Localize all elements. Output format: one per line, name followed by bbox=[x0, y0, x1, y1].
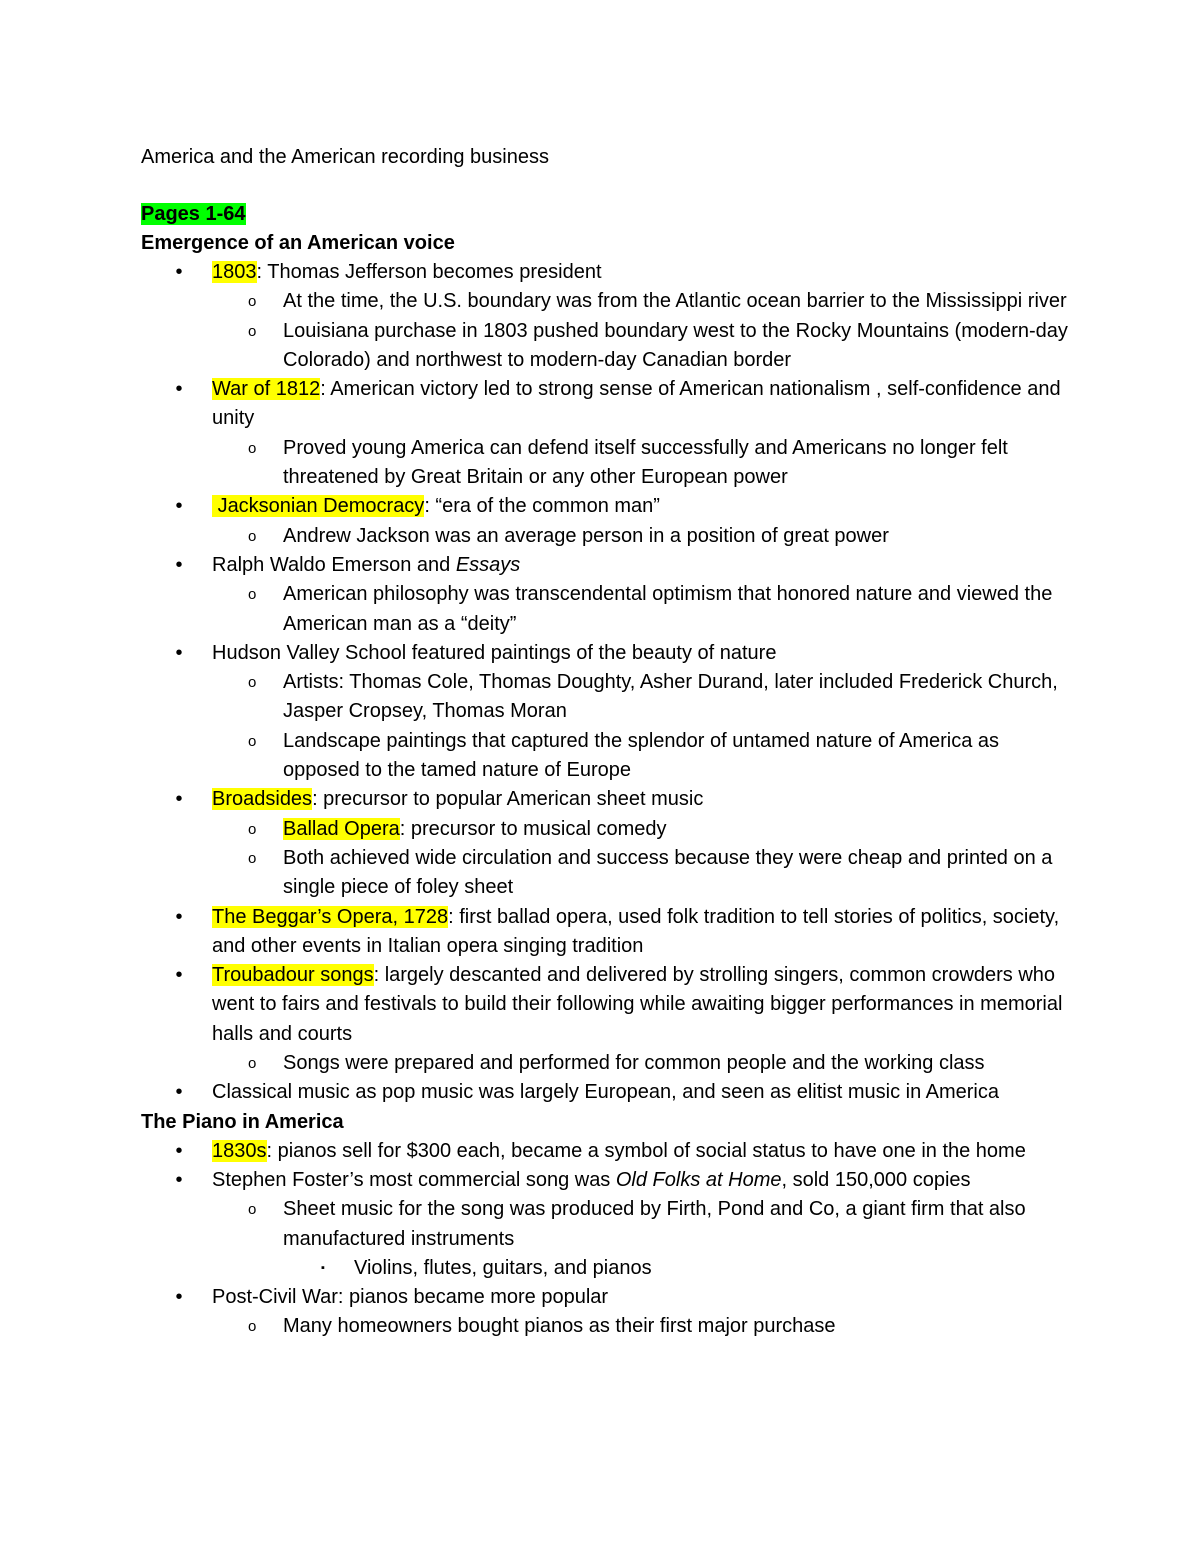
sub-bullet-marker: o bbox=[248, 849, 257, 867]
list-item-beggars-opera bbox=[141, 903, 1071, 962]
item-text: : first ballad opera, used folk tradition to tell stories of politics, society, and other events in Italian opera singing tradition bbox=[212, 905, 1060, 957]
sub-bullet-marker: o bbox=[248, 1055, 257, 1073]
bullet-marker: • bbox=[175, 495, 183, 518]
sub-bullet-marker: o bbox=[248, 1201, 257, 1219]
sub-list bbox=[212, 1049, 1071, 1078]
sub-item-text: At the time, the U.S. boundary was from the Atlantic ocean barrier to the Mississippi river bbox=[283, 290, 1067, 313]
bullet-marker: • bbox=[175, 1081, 183, 1104]
highlight-term: The Beggar’s Opera, 1728 bbox=[212, 905, 449, 928]
sub-item bbox=[212, 580, 1071, 639]
sub-item-text: Louisiana purchase in 1803 pushed boundary west to the Rocky Mountains (modern-day Colorado) and northwest to modern-day Canadian border bbox=[283, 319, 1068, 371]
sub-list bbox=[212, 580, 1071, 639]
sub-list bbox=[212, 522, 1071, 551]
sub-item-text: Artists: Thomas Cole, Thomas Doughty, Asher Durand, later included Frederick Church, Jasper Cropsey, Thomas Moran bbox=[283, 671, 1058, 723]
item-text: Hudson Valley School featured paintings of the beauty of nature bbox=[212, 641, 777, 664]
bullet-marker: • bbox=[175, 553, 183, 576]
list-item-1803 bbox=[141, 258, 1071, 375]
document-body bbox=[141, 200, 1071, 1342]
sub-bullet-marker: o bbox=[248, 732, 257, 750]
item-text: Classical music as pop music was largely European, and seen as elitist music in America bbox=[212, 1081, 1000, 1104]
list-item-jacksonian-democracy bbox=[141, 492, 1071, 551]
sub-item-text: : precursor to musical comedy bbox=[399, 817, 667, 840]
document-title: America and the American recording business bbox=[141, 146, 549, 168]
sub-item-text: Sheet music for the song was produced by Firth, Pond and Co, a giant firm that also manufactured instruments bbox=[283, 1198, 1026, 1250]
sub-item bbox=[212, 287, 1071, 316]
bullet-marker: • bbox=[175, 905, 183, 928]
item-text: : pianos sell for $300 each, became a symbol of social status to have one in the home bbox=[266, 1139, 1026, 1162]
list-item-emerson bbox=[141, 551, 1071, 639]
pages-label-line bbox=[141, 200, 1071, 229]
item-text: Post-Civil War: pianos became more popular bbox=[212, 1286, 609, 1309]
section-heading-american-voice: Emergence of an American voice bbox=[141, 232, 455, 254]
list-item-post-civil-war bbox=[141, 1283, 1071, 1342]
sub-item bbox=[212, 727, 1071, 786]
bullet-marker: • bbox=[175, 378, 183, 401]
sub-bullet-marker: o bbox=[248, 439, 257, 457]
bullet-marker: • bbox=[175, 1168, 183, 1191]
sub-sub-item-text: Violins, flutes, guitars, and pianos bbox=[354, 1256, 652, 1279]
highlight-term: Troubadour songs bbox=[212, 964, 374, 987]
item-text: : American victory led to strong sense of American nationalism , self-confidence and unity bbox=[212, 378, 1061, 430]
bullet-list-american-voice bbox=[141, 258, 1071, 1108]
highlight-term: 1803 bbox=[212, 261, 257, 283]
sub-bullet-marker: o bbox=[248, 674, 257, 692]
bullet-marker: • bbox=[175, 964, 183, 987]
item-text: : precursor to popular American sheet music bbox=[312, 788, 704, 811]
sub-item bbox=[212, 317, 1071, 376]
sub-item bbox=[212, 668, 1071, 727]
item-text: : “era of the common man” bbox=[424, 495, 660, 518]
sub-bullet-marker: o bbox=[248, 820, 257, 838]
sub-item-text: Songs were prepared and performed for common people and the working class bbox=[283, 1052, 985, 1075]
bullet-marker: • bbox=[175, 1139, 183, 1162]
highlight-term: War of 1812 bbox=[212, 378, 321, 401]
italic-title: Essays bbox=[455, 553, 521, 576]
sub-item-text: American philosophy was transcendental optimism that honored nature and viewed the American man as a “deity” bbox=[283, 583, 1053, 635]
list-item-war-of-1812 bbox=[141, 375, 1071, 492]
highlight-term: 1830s bbox=[212, 1139, 267, 1162]
sub-item bbox=[212, 1195, 1071, 1283]
sub-sub-item bbox=[283, 1254, 1071, 1283]
bullet-marker: • bbox=[175, 641, 183, 664]
sub-item bbox=[212, 1312, 1071, 1341]
sub-bullet-marker: o bbox=[248, 322, 257, 340]
list-item-troubadour-songs bbox=[141, 961, 1071, 1078]
item-text: Ralph Waldo Emerson and bbox=[212, 553, 456, 576]
list-item-1830s bbox=[141, 1137, 1071, 1166]
bullet-marker: • bbox=[175, 261, 183, 283]
item-text: Stephen Foster’s most commercial song was bbox=[212, 1168, 616, 1191]
sub-bullet-marker: o bbox=[248, 1318, 257, 1336]
sub-bullet-marker: o bbox=[248, 527, 257, 545]
highlight-term bbox=[212, 495, 424, 517]
sub-bullet-marker: o bbox=[248, 293, 257, 311]
highlight-term: Ballad Opera bbox=[283, 817, 400, 840]
italic-title: Old Folks at Home bbox=[615, 1168, 782, 1191]
sub-list bbox=[212, 1195, 1071, 1283]
square-bullet-marker: ▪ bbox=[321, 1261, 325, 1274]
sub-item bbox=[212, 434, 1071, 493]
item-text: : Thomas Jefferson becomes president bbox=[256, 261, 602, 283]
sub-item-text: Many homeowners bought pianos as their first major purchase bbox=[283, 1315, 836, 1338]
list-item-stephen-foster bbox=[141, 1166, 1071, 1283]
sub-list bbox=[212, 1312, 1071, 1341]
sub-item bbox=[212, 522, 1071, 551]
item-text: : largely descanted and delivered by strolling singers, common crowders who went to fairs and festivals to build their following while awaiting bigger performances in memorial halls and courts bbox=[212, 964, 1063, 1045]
sub-list bbox=[212, 434, 1071, 493]
list-item-classical-music bbox=[141, 1078, 1071, 1107]
sub-item-text: Andrew Jackson was an average person in a position of great power bbox=[283, 524, 889, 547]
sub-bullet-marker: o bbox=[248, 586, 257, 604]
item-text-after: , sold 150,000 copies bbox=[781, 1168, 971, 1191]
sub-list bbox=[212, 287, 1071, 375]
bullet-marker: • bbox=[175, 1286, 183, 1309]
bullet-list-piano bbox=[141, 1137, 1071, 1342]
sub-item-text: Landscape paintings that captured the splendor of untamed nature of America as opposed to the tamed nature of Europe bbox=[283, 729, 1000, 782]
section-heading-piano: The Piano in America bbox=[141, 1110, 344, 1133]
sub-item-text: Proved young America can defend itself successfully and Americans no longer felt threatened by Great Britain or any other European power bbox=[283, 436, 1008, 489]
sub-list bbox=[212, 815, 1071, 903]
sub-item bbox=[212, 815, 1071, 844]
sub-item-text: Both achieved wide circulation and success because they were cheap and printed on a single piece of foley sheet bbox=[283, 846, 1053, 899]
sub-sub-list bbox=[283, 1254, 1071, 1283]
highlight-term-text: Jacksonian Democracy bbox=[217, 495, 425, 518]
sub-item bbox=[212, 1049, 1071, 1078]
list-item-broadsides bbox=[141, 785, 1071, 902]
list-item-hudson-valley bbox=[141, 639, 1071, 785]
highlight-term: Broadsides bbox=[212, 788, 313, 811]
sub-list bbox=[212, 668, 1071, 785]
pages-label: Pages 1-64 bbox=[141, 203, 246, 225]
bullet-marker: • bbox=[175, 788, 183, 811]
sub-item bbox=[212, 844, 1071, 903]
